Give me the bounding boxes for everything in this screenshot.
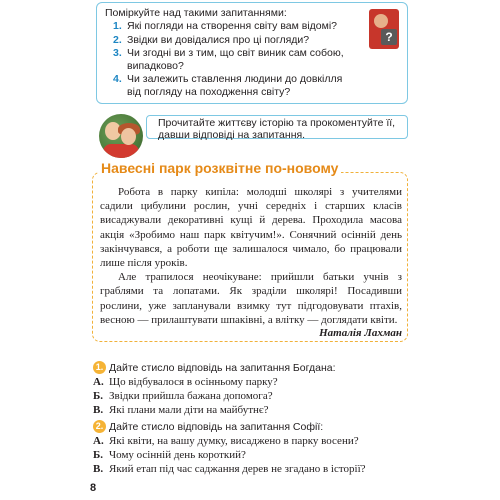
task-question xyxy=(93,375,413,389)
task-1 xyxy=(93,361,413,417)
task-question xyxy=(93,462,413,476)
task-questions xyxy=(93,434,413,476)
question-letter: Б. xyxy=(93,390,104,402)
question-number: 1. xyxy=(113,20,122,32)
question-letter: В. xyxy=(93,404,104,416)
page-number: 8 xyxy=(90,482,97,494)
task-prompt-text: Прочитайте життєву історію та прокоментуйте її, давши відповіді на запитання. xyxy=(158,117,396,141)
questions-list xyxy=(113,20,353,99)
task-question-text: Які квіти, на вашу думку, висаджено в парку восени? xyxy=(109,435,359,447)
questions-box-title: Поміркуйте над такими запитаннями: xyxy=(105,7,287,19)
question-item xyxy=(113,20,353,33)
task-question-text: Чому осінній день короткий? xyxy=(109,449,246,461)
task-question-text: Що відбувалося в осінньому парку? xyxy=(109,376,278,388)
question-person-icon xyxy=(369,9,399,49)
task-number-badge: 1. xyxy=(93,361,106,374)
question-number: 2. xyxy=(113,33,122,46)
story-author: Наталія Лахман xyxy=(319,327,402,339)
question-item xyxy=(113,73,353,98)
question-text: Чи згодні ви з тим, що світ виник сам собою, випадково? xyxy=(127,47,344,72)
question-text: Чи залежить ставлення людини до довкілля від погляду на походження світу? xyxy=(127,73,343,98)
question-text: Які погляди на створення світу вам відомі? xyxy=(127,20,338,32)
question-text: Звідки ви довідалися про ці погляди? xyxy=(127,33,310,46)
question-mark-icon: ? xyxy=(381,29,397,45)
task-2 xyxy=(93,420,413,476)
story-paragraph: Робота в парку кипіла: молодші школярі з учителями садили цибулини рослин, учні середніх і старших класів висаджували декоративні кущі й дерева. Проходила масова акція «Зробимо наш парк квітучим!». Сонячний осінній день закінчувався, а роботи ще залишалося чимало, бо працювали лише після уроків. xyxy=(100,186,402,270)
task-heading xyxy=(93,420,413,434)
task-number-badge: 2. xyxy=(93,420,106,433)
children-avatar xyxy=(99,114,143,158)
task-heading-text: Дайте стисло відповідь на запитання Софії: xyxy=(109,421,324,433)
task-heading-text: Дайте стисло відповідь на запитання Богдана: xyxy=(109,362,336,374)
task-question-text: Звідки прийшла бажана допомога? xyxy=(109,390,273,402)
question-letter: А. xyxy=(93,435,104,447)
question-item xyxy=(113,47,353,72)
story-paragraph: Але трапилося неочікуване: прийшли батьки учнів з граблями та лопатами. Як зраділи школярі! Посадивши рослини, уже запланували взимку тут підгодовувати птахів, весною — прилаштувати шпаківні, а влітку — доглядати квіти. xyxy=(100,271,402,326)
task-questions xyxy=(93,375,413,417)
task-question xyxy=(93,434,413,448)
question-item xyxy=(113,34,353,47)
story-body xyxy=(100,185,402,327)
question-number: 3. xyxy=(113,47,122,59)
task-heading xyxy=(93,361,413,375)
task-question xyxy=(93,403,413,417)
face-icon xyxy=(374,14,388,28)
story-title: Навесні парк розквітне по-новому xyxy=(98,160,341,176)
task-question xyxy=(93,448,413,462)
question-number: 4. xyxy=(113,73,122,85)
task-question xyxy=(93,389,413,403)
questions-box xyxy=(96,2,408,104)
question-letter: А. xyxy=(93,376,104,388)
task-question-text: Який етап під час саджання дерев не згадано в історії? xyxy=(109,463,366,475)
task-question-text: Які плани мали діти на майбутнє? xyxy=(109,404,269,416)
question-letter: Б. xyxy=(93,449,104,461)
question-letter: В. xyxy=(93,463,104,475)
